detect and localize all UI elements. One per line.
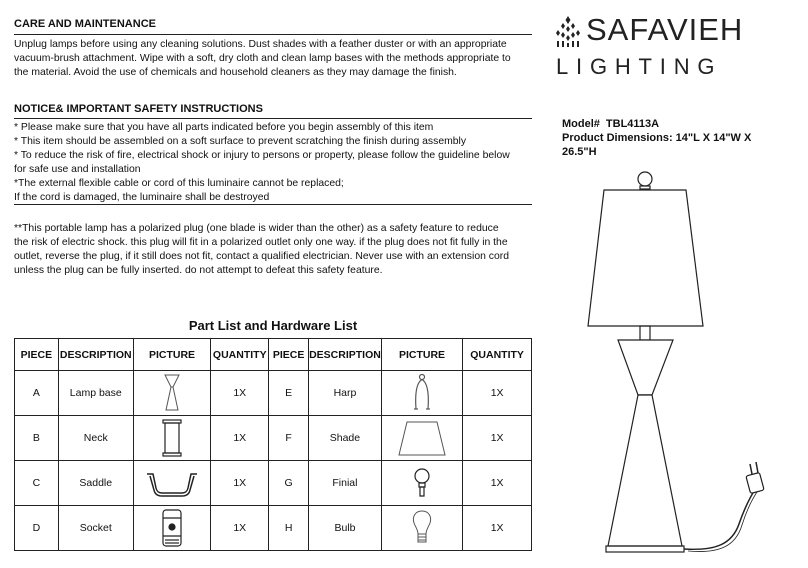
col-header: PICTURE bbox=[381, 339, 462, 371]
plug-line: unless the plug can be fully inserted. do not attempt to defeat this safety feature. bbox=[14, 265, 383, 276]
lamp-base-picture bbox=[133, 371, 211, 416]
notice-text bbox=[14, 121, 539, 205]
safavieh-logo-icon bbox=[553, 14, 583, 48]
description-cell: Bulb bbox=[309, 506, 382, 551]
plug-line: **This portable lamp has a polarized plug (one blade is wider than the other) as a safety feature to reduce bbox=[14, 223, 499, 234]
piece-cell: G bbox=[269, 461, 309, 506]
bulb-picture bbox=[381, 506, 462, 551]
notice-rule-top bbox=[14, 118, 532, 119]
col-header: PICTURE bbox=[133, 339, 211, 371]
plug-line: the risk of electric shock. this plug will fit in a polarized outlet only one way. if the plug does not fit fully in the bbox=[14, 237, 508, 248]
care-line: vacuum-brush attachment. Wipe with a soft, dry cloth and clean lamp bases with the methods appropriate to bbox=[14, 53, 511, 64]
quantity-cell: 1X bbox=[211, 416, 269, 461]
piece-cell: A bbox=[15, 371, 59, 416]
description-cell: Lamp base bbox=[58, 371, 133, 416]
table-header-row bbox=[15, 339, 532, 371]
plug-line: outlet, reverse the plug, if it still does not fit, contact a qualified electrician. Never use with an extension cord bbox=[14, 251, 509, 262]
dimensions-line: 26.5"H bbox=[562, 146, 597, 158]
model-value: TBL4113A bbox=[605, 118, 660, 130]
care-rule bbox=[14, 34, 532, 35]
notice-rule-bottom bbox=[14, 204, 532, 205]
parts-table bbox=[14, 338, 532, 551]
table-row bbox=[15, 416, 532, 461]
brand-name: SAFAVIEH bbox=[586, 12, 744, 47]
piece-cell: F bbox=[269, 416, 309, 461]
notice-line: for safe use and installation bbox=[14, 164, 141, 175]
piece-cell: B bbox=[15, 416, 59, 461]
col-header: DESCRIPTION bbox=[309, 339, 382, 371]
notice-heading: NOTICE& IMPORTANT SAFETY INSTRUCTIONS bbox=[14, 103, 263, 115]
notice-line: If the cord is damaged, the luminaire shall be destroyed bbox=[14, 192, 270, 203]
care-line: the material. Avoid the use of chemicals and household cleaners as they may damage the finish. bbox=[14, 67, 457, 78]
parts-title: Part List and Hardware List bbox=[188, 318, 358, 333]
neck-picture bbox=[133, 416, 211, 461]
model-label: Model# bbox=[562, 118, 600, 130]
care-line: Unplug lamps before using any cleaning solutions. Dust shades with a feather duster or with an appropriate bbox=[14, 39, 507, 50]
quantity-cell: 1X bbox=[463, 371, 532, 416]
description-cell: Socket bbox=[58, 506, 133, 551]
shade-picture bbox=[381, 416, 462, 461]
quantity-cell: 1X bbox=[463, 506, 532, 551]
table-row bbox=[15, 461, 532, 506]
description-cell: Saddle bbox=[58, 461, 133, 506]
socket-picture bbox=[133, 506, 211, 551]
col-header: PIECE bbox=[269, 339, 309, 371]
plug-note bbox=[14, 222, 539, 278]
notice-line: * This item should be assembled on a soft surface to prevent scratching the finish during assembly bbox=[14, 136, 467, 147]
piece-cell: D bbox=[15, 506, 59, 551]
description-cell: Shade bbox=[309, 416, 382, 461]
piece-cell: H bbox=[269, 506, 309, 551]
notice-line: * To reduce the risk of fire, electrical shock or injury to persons or property, please follow the guideline below bbox=[14, 150, 510, 161]
piece-cell: E bbox=[269, 371, 309, 416]
harp-picture bbox=[381, 371, 462, 416]
model-info bbox=[562, 117, 751, 159]
quantity-cell: 1X bbox=[463, 461, 532, 506]
table-row bbox=[15, 506, 532, 551]
quantity-cell: 1X bbox=[211, 461, 269, 506]
brand-sub: LIGHTING bbox=[556, 54, 723, 79]
col-header: QUANTITY bbox=[211, 339, 269, 371]
description-cell: Finial bbox=[309, 461, 382, 506]
care-heading: CARE AND MAINTENANCE bbox=[14, 18, 156, 30]
quantity-cell: 1X bbox=[211, 371, 269, 416]
col-header: PIECE bbox=[15, 339, 59, 371]
description-cell: Harp bbox=[309, 371, 382, 416]
quantity-cell: 1X bbox=[463, 416, 532, 461]
notice-line: *The external flexible cable or cord of this luminaire cannot be replaced; bbox=[14, 178, 344, 189]
saddle-picture bbox=[133, 461, 211, 506]
lamp-illustration bbox=[576, 168, 801, 568]
col-header: DESCRIPTION bbox=[58, 339, 133, 371]
table-row bbox=[15, 371, 532, 416]
col-header: QUANTITY bbox=[463, 339, 532, 371]
care-text bbox=[14, 38, 539, 80]
notice-line: * Please make sure that you have all parts indicated before you begin assembly of this item bbox=[14, 122, 434, 133]
finial-picture bbox=[381, 461, 462, 506]
quantity-cell: 1X bbox=[211, 506, 269, 551]
description-cell: Neck bbox=[58, 416, 133, 461]
piece-cell: C bbox=[15, 461, 59, 506]
dimensions-line: Product Dimensions: 14"L X 14"W X bbox=[562, 132, 752, 144]
